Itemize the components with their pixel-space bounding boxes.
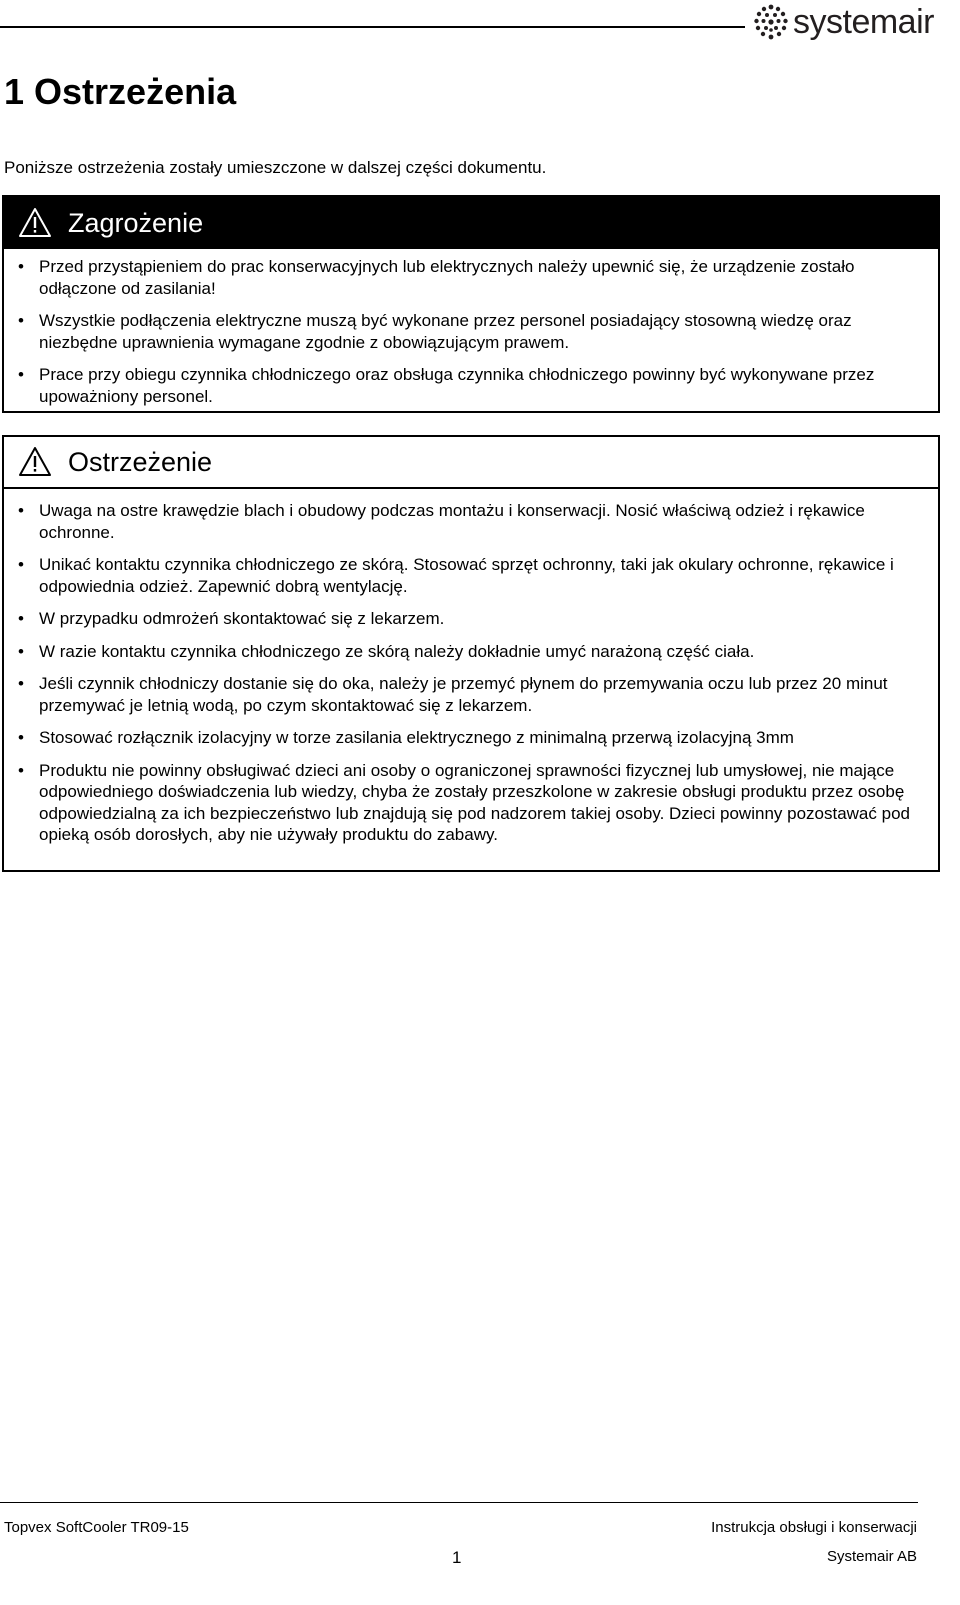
list-item: • Produktu nie powinny obsługiwać dzieci ani osoby o ograniczonej sprawności fizycznej lub umysłowej, nie mające odpowiedniego doświadczenia lub wiedzy, chyba że zostały przeszkolone w zakresie obsługi produktu przez osobę odpowiedzialną za ich bezpieczeństwo lub znajdują się pod nadzorem takiej osoby. Dzieci powinny pozostawać pod opieką osób dorosłych, aby nie używały produktu do zabawy. [4,760,938,846]
page-number: 1 [452,1548,462,1567]
list-item: • Stosować rozłącznik izolacyjny w torze zasilania elektrycznego z minimalną przerwą izolacyjną 3mm [4,727,938,749]
section-intro: Poniższe ostrzeżenia zostały umieszczone w dalszej części dokumentu. [4,158,547,177]
danger-box [2,195,940,413]
danger-title: Zagrożenie [68,207,204,238]
list-item: • Unikać kontaktu czynnika chłodniczego ze skórą. Stosować sprzęt ochronny, taki jak okulary ochronne, rękawice i odpowiednia odzież. Zapewnić dobrą wentylację. [4,554,938,597]
warning-triangle-icon [18,207,52,239]
warning-header [4,437,938,489]
brand-name: systemair [793,3,934,41]
warning-triangle-icon [18,446,52,478]
systemair-dots-logo-icon [753,4,789,40]
list-item: • Wszystkie podłączenia elektryczne muszą być wykonane przez personel posiadający stosowną wiedzę oraz niezbędne uprawnienia wymagane zgodnie z obowiązującym prawem. [4,310,938,353]
footer-product: Topvex SoftCooler TR09-15 [4,1519,189,1536]
danger-header [4,197,938,249]
warning-list [4,489,938,846]
warning-title: Ostrzeżenie [68,446,213,477]
list-item: • Prace przy obiegu czynnika chłodniczego oraz obsługa czynnika chłodniczego powinny być wykonywane przez upoważniony personel. [4,364,938,407]
brand-logo [753,2,934,42]
list-item: • Jeśli czynnik chłodniczy dostanie się do oka, należy je przemyć płynem do przemywania oczu lub przez 20 minut przemywać je letnią wodą, po czym skontaktować się z lekarzem. [4,673,938,716]
list-item: • Przed przystąpieniem do prac konserwacyjnych lub elektrycznych należy upewnić się, że urządzenie zostało odłączone od zasilania! [4,256,938,299]
list-item: • Uwaga na ostre krawędzie blach i obudowy podczas montażu i konserwacji. Nosić właściwą odzież i rękawice ochronne. [4,500,938,543]
footer-company: Systemair AB [826,1548,917,1565]
footer-doc-type: Instrukcja obsługi i konserwacji [711,1519,917,1536]
list-item: • W przypadku odmrożeń skontaktować się z lekarzem. [4,608,938,630]
header-rule [0,26,745,28]
list-item: • W razie kontaktu czynnika chłodniczego ze skórą należy dokładnie umyć narażoną część ciała. [4,641,938,663]
section-title: 1 Ostrzeżenia [4,71,237,112]
warning-box [2,435,940,872]
danger-list [4,249,938,407]
footer-rule [0,1502,918,1503]
